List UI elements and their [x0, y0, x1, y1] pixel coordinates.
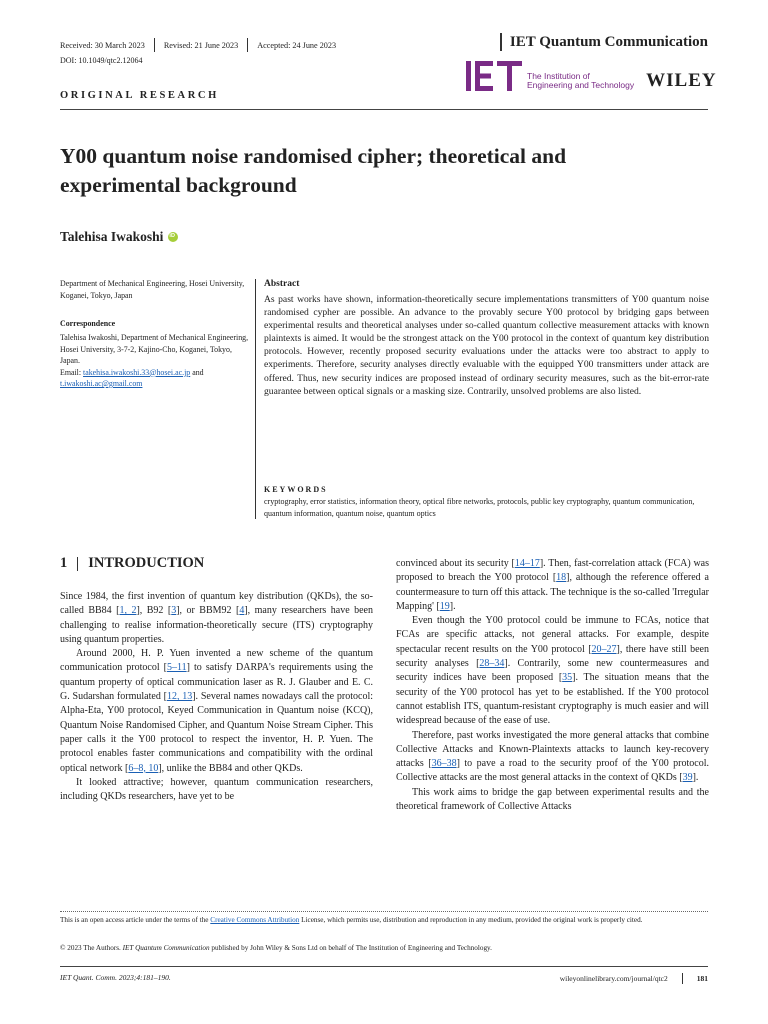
copyright-journal: IET Quantum Communication: [122, 944, 210, 952]
citation-link[interactable]: 20–27: [591, 643, 617, 655]
abstract-text: As past works have shown, information-theoretically secure implementations transmitters of Y00 quantum noise randomised cypher are possible. An advance to the provably secure Y00 protocol by bridging gaps between experimental results and theoretical analyses under so-called quantum collective measurement attacks with known plaintexts is aimed. It would be the strongest attack on the Y00 protocol in the context of quantum key distribution protocols. However, recently proposed security evaluations under the attacks were too abstract to apply to experiments. Therefore, security analyses directly evaluable with the equipped Y00 transmitters under attack are offered. Thus, new security indices are proposed instead of ordinary security measures, such as the bit-error-rate guarantee between optical signals or a masking size. Contrarily, unsolved problems are also listed.: [264, 294, 709, 397]
page-number: 181: [696, 974, 708, 983]
intro-heading: [60, 555, 204, 572]
citation-link[interactable]: 19: [439, 600, 450, 612]
correspondence-heading: Correspondence: [60, 319, 116, 328]
text-run: ], unlike the BB84 and other QKDs.: [158, 762, 303, 774]
iet-line-1: The Institution of: [527, 70, 590, 81]
divider: [247, 38, 248, 52]
paragraph: [60, 590, 373, 647]
paragraph: [396, 786, 709, 815]
header-rule: [60, 109, 708, 110]
citation-link[interactable]: 14–17: [514, 558, 540, 569]
section-number: 1: [60, 555, 68, 571]
copyright: [60, 944, 710, 952]
text-run: It looked attractive; however, quantum communication researchers, including QKDs researchers, have yet to be: [60, 776, 373, 803]
journal-title: IET Quantum Communication: [509, 33, 708, 50]
license-text: License, which permits use, distribution and reproduction in any medium, provided the original work is properly cited.: [299, 916, 643, 924]
intro-right-column: [396, 557, 709, 814]
text-run: Around 2000, H. P. Yuen invented a new scheme of the quantum communication protocol [: [60, 648, 373, 674]
journal-name: [500, 33, 708, 51]
text-run: ], many researchers have been challenging to realise information-theoretically secure (ITS) cryptography using quantum properties.: [60, 605, 373, 645]
citation-link[interactable]: 1, 2: [119, 605, 137, 617]
divider: [682, 973, 683, 984]
correspondence: [60, 332, 250, 390]
copyright-text: © 2023 The Authors.: [60, 944, 123, 952]
citation-link[interactable]: 28–34: [479, 658, 505, 670]
revised-date: Revised: 21 June 2023: [163, 40, 239, 50]
text-run: ] to satisfy DARPA's requirements using the quantum property of optical communication laser as R. J. Glauber and E. C. G. Sudarshan formulated [: [60, 662, 373, 703]
intro-left-column: [60, 590, 373, 804]
citation-link[interactable]: 36–38: [431, 758, 457, 770]
email-link-1[interactable]: takehisa.iwakoshi.33@hosei.ac.jp: [83, 367, 191, 377]
text-run: ] to pave a road to the security proof of the Y00 protocol. Collective attacks are the most general attacks in the context of QKDs [: [396, 758, 710, 784]
article-title: Y00 quantum noise randomised cipher; theoretical and experimental background: [60, 144, 567, 197]
citation-link[interactable]: 6–8, 10: [128, 762, 159, 774]
affiliation: Department of Mechanical Engineering, Hosei University, Koganei, Tokyo, Japan: [60, 279, 245, 300]
paragraph: [396, 614, 709, 728]
orcid-icon[interactable]: [168, 232, 178, 242]
iet-logo-text: [527, 72, 634, 91]
citation-link[interactable]: 39: [682, 772, 693, 784]
paragraph: [396, 557, 709, 614]
email-and: and: [190, 367, 204, 377]
citation-link[interactable]: 35: [562, 672, 573, 684]
section-label: ORIGINAL RESEARCH: [60, 90, 219, 101]
text-run: ]. Several names nowadays call the protocol: Alpha-Eta, Y00 protocol, Keyed Communication in Quantum noise (KCQ), Quantum Noise Randomised Cipher, and Quantum Noise Stream Cipher. This paper calls it the Y00 protocol to respect the inventor, H. P. Yuen. The protocol enables faster communications and compatibility with the ordinal optical network [: [60, 691, 374, 774]
email-link-2[interactable]: t.iwakoshi.ac@gmail.com: [60, 379, 143, 388]
paragraph: [60, 647, 373, 776]
text-run: ].: [692, 772, 699, 784]
text-run: Therefore, past works investigated the more general attacks that combine Collective Attacks and Known-Plaintexts attacks to launch key-recovery attacks [: [396, 729, 709, 770]
article-dates: [60, 38, 336, 52]
text-run: ], there have still been security analyses [: [396, 643, 709, 670]
citation-link[interactable]: 18: [556, 572, 567, 584]
text-run: Even though the Y00 protocol could be immune to FCAs, notice that FCAs are specific attacks, not general attacks. For example, despite spectacular recent results on the Y00 protocol [: [396, 615, 709, 655]
citation-link[interactable]: 5–11: [167, 662, 187, 674]
received-date: Received: 30 March 2023: [60, 40, 145, 50]
section-title: INTRODUCTION: [88, 555, 205, 571]
journal-url[interactable]: wileyonlinelibrary.com/journal/qtc2: [559, 974, 668, 983]
author-name[interactable]: Talehisa Iwakoshi: [60, 229, 164, 244]
email-label: Email:: [60, 367, 84, 377]
author: [60, 229, 178, 245]
divider: [154, 38, 155, 52]
footer-right: [560, 973, 708, 984]
citation-link[interactable]: 12, 13: [166, 691, 193, 703]
text-run: ], or BBM92 [: [176, 605, 240, 617]
keywords: cryptography, error statistics, information theory, optical fibre networks, protocols, public key cryptography, quantum communication, quantum information, quantum noise, quantum optics: [264, 497, 695, 518]
publisher-logos: [466, 60, 717, 92]
paragraph: [396, 729, 709, 786]
doi[interactable]: DOI: 10.1049/qtc2.12064: [60, 56, 143, 65]
footer-separator: [60, 911, 708, 912]
copyright-text: published by John Wiley & Sons Ltd on behalf of The Institution of Engineering and Technology.: [209, 944, 492, 952]
text-run: convinced about its security [: [396, 558, 515, 569]
accepted-date: Accepted: 24 June 2023: [257, 40, 337, 50]
iet-line-2: Engineering and Technology: [527, 80, 635, 90]
footer-rule: [60, 966, 708, 967]
license-link[interactable]: Creative Commons Attribution: [210, 916, 300, 924]
text-run: ]. Contrarily, some new countermeasures and security indices have been proposed [: [396, 658, 709, 684]
text-run: ]. The situation means that the security of the Y00 protocol has yet to be established. If the Y00 protocol cannot establish ITS, quantum-resistant cryptography is much easier and will widespread because of the ease of use.: [396, 672, 709, 727]
citation-link[interactable]: 4: [239, 605, 245, 617]
citation-link[interactable]: 3: [171, 605, 177, 617]
text-run: Since 1984, the first invention of quantum key distribution (QKDs), the so-called BB84 [: [60, 591, 373, 617]
text-run: ], B92 [: [136, 605, 172, 617]
citation: IET Quant. Comm. 2023;4:181–190.: [60, 973, 171, 982]
paragraph: [60, 776, 373, 805]
iet-logo-icon: [466, 61, 522, 91]
column-divider: [255, 279, 256, 519]
divider: [77, 557, 78, 571]
text-run: ], although the reference offered a countermeasure to turn off this attack. The technique is the so-called 'Irregular Mapping' [: [396, 572, 709, 612]
license-notice: [60, 915, 710, 926]
text-run: ]. Then, fast-correlation attack (FCA) was proposed to breach the Y00 protocol [: [396, 558, 709, 584]
keywords-heading: KEYWORDS: [264, 485, 328, 494]
abstract-heading: Abstract: [264, 279, 300, 289]
divider: [500, 33, 502, 51]
license-text: This is an open access article under the terms of the: [60, 916, 211, 924]
wiley-logo: WILEY: [646, 70, 717, 91]
text-run: This work aims to bridge the gap between experimental results and the theoretical framework of Collective Attacks: [396, 786, 709, 813]
correspondence-text: Talehisa Iwakoshi, Department of Mechanical Engineering, Hosei University, 3-7-2, Kajino-Cho, Koganei, Tokyo, Japan.: [60, 333, 249, 365]
text-run: ].: [449, 600, 456, 612]
